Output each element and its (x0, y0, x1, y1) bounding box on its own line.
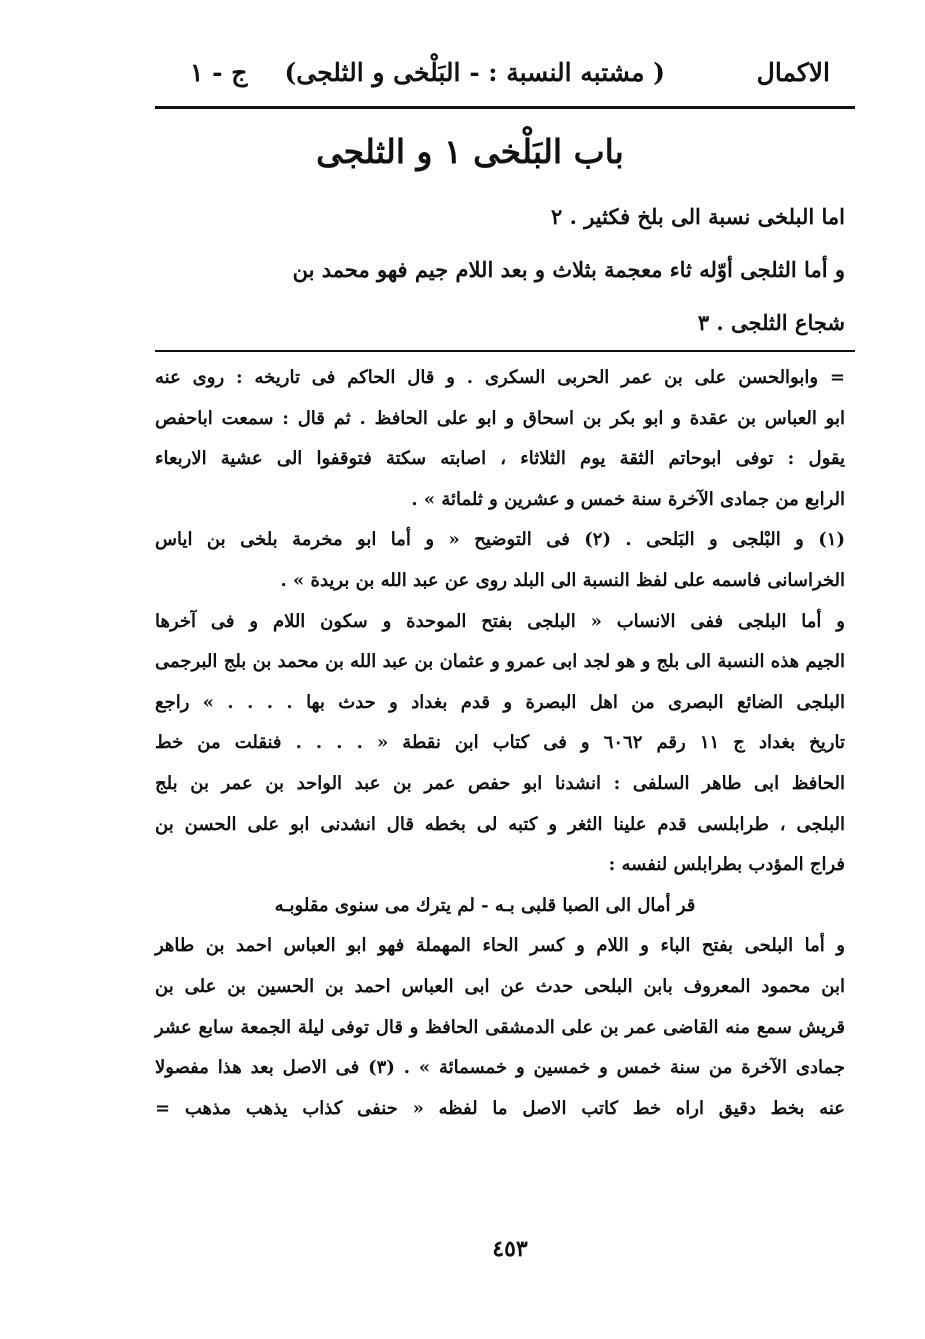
running-header (150, 52, 830, 98)
footnote-line: الجيم هذه النسبة الى بلج و هو لجد ابى عمرو و عثمان بن عبد الله بن محمد بن بلج البرجمى (155, 651, 845, 673)
footnote-line: جمادى الآخرة من سنة خمس و خمسين و خمسمائة » . (٣) فى الاصل بعد هذا مفصولا (155, 1057, 845, 1079)
header-volume: ج - ١ (190, 58, 248, 87)
footnote-line: عنه بخط دقيق اراه خط كاتب الاصل ما لفظه « حنفى كذاب يذهب مذهب = (155, 1097, 845, 1119)
footnote-line: قريش سمع منه القاضى عمر بن على الدمشقى الحافظ و قال توفى ليلة الجمعة سابع عشر (155, 1016, 845, 1038)
main-text (165, 190, 845, 349)
chapter-title: باب البَلْخى ١ و الثلجى (316, 132, 624, 171)
footnote-line: و أما البلجى ففى الانساب « البلجى بفتح الموحدة و سكون اللام و فى آخرها (155, 610, 845, 632)
footnote-line: الرابع من جمادى الآخرة سنة خمس و عشرين و ثلمائة » . (411, 488, 845, 510)
footnote-line: فراج المؤدب بطرابلس لنفسه : (608, 854, 845, 876)
footnote-line: البلجى ، طرابلسى قدم علينا الثغر و كتبه لى بخطه قال انشدنى ابو على الحسن بن (155, 813, 845, 835)
footnotes (155, 358, 845, 1129)
footnote-rule (155, 350, 855, 352)
footnote-line: = وابوالحسن على بن عمر الحربى السكرى . و قال الحاكم فى تاريخه : روى عنه (155, 367, 845, 388)
header-book-title: الاكمال (756, 58, 830, 87)
main-line: شجاع الثلجى . ٣ (697, 310, 845, 335)
footnote-line: البلجى الضائع البصرى من اهل البصرة و قدم بغداد و حدث بها . . . . » راجع (155, 691, 845, 713)
footnote-line: الحافظ ابى طاهر السلفى : انشدنا ابو حفص عمر بن عبد الواحد بن عمر بن بلج (155, 772, 845, 794)
page-number: ٤٥٣ (492, 1236, 528, 1262)
header-rule (155, 106, 855, 109)
main-line: اما البلخى نسبة الى بلخ فكثير . ٢ (551, 204, 845, 229)
footnote-line: ابو العباس بن عقدة و ابو بكر بن اسحاق و ابو على الحافظ . ثم قال : سمعت اباحفص (155, 407, 845, 429)
footnote-line: و أما البلحى بفتح الباء و اللام و كسر الحاء المهملة فهو ابو العباس احمد بن طاهر (155, 935, 845, 957)
header-topic: ( مشتبه النسبة : - البَلْخى و الثلجى) (284, 58, 665, 87)
verse-line: قر أمال الى الصبا قلبى بـه - لم يترك مى سنوى مقلوبـه (274, 894, 696, 916)
footnote-line: (١) و البْلجى و البَلحى . (٢) فى التوضيح « و أما ابو مخرمة بلخى بن اياس (155, 529, 845, 551)
footnote-line: يقول : توفى ابوحاتم الثقة يوم الثلاثاء ، اصابته سكتة فتوقفوا الى عشية الاربعاء (155, 448, 845, 470)
footnote-line: تاريخ بغداد ج ١١ رقم ٦٠٦٢ و فى كتاب ابن نقطة « . . . . فنقلت من خط (155, 732, 845, 754)
footnote-line: الخراسانى فاسمه على لفظ النسبة الى البلد روى عن عبد الله بن بريدة » . (280, 569, 845, 591)
main-line: و أما الثلجى أوّله ثاء معجمة بثلاث و بعد اللام جيم فهو محمد بن (292, 257, 845, 282)
footnote-line: ابن محمود المعروف بابن البلحى حدث عن ابى العباس احمد بن الحسين بن على بن (155, 975, 845, 997)
